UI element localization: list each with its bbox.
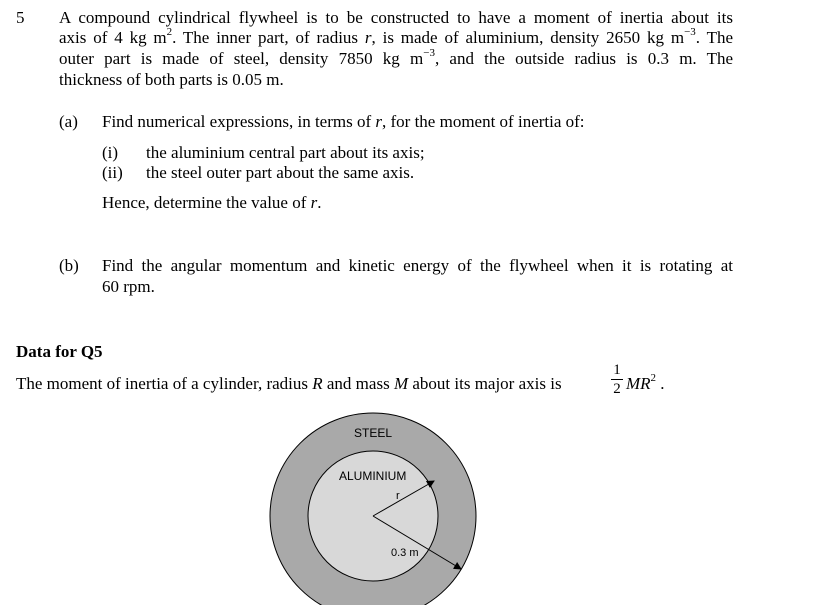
intro-line-1: A compound cylindrical flywheel is to be constructed to have a moment of inertia about its <box>59 8 733 27</box>
part-a-label: (a) <box>59 112 78 131</box>
sub-i-text: the aluminium central part about its axis; <box>146 143 425 162</box>
data-text: The moment of inertia of a cylinder, radius R and mass M about its major axis is <box>16 374 562 393</box>
intro-line-2: axis of 4 kg $m^2$. The inner part, of radius r, is made of aluminium, density 2650 kg $m^{-3}$. The <box>59 26 733 47</box>
part-a-text: Find numerical expressions, in terms of r, for the moment of inertia of: <box>102 112 585 131</box>
part-b-line-2: 60 rpm. <box>102 277 155 296</box>
aluminium-label: ALUMINIUM <box>339 469 407 483</box>
fraction-numerator: 1 <box>613 362 621 378</box>
hence-text: Hence, determine the value of r. <box>102 193 322 212</box>
question-number: 5 <box>16 8 25 27</box>
intro-line-3: outer part is made of steel, density 7850 kg $m^{-3}$, and the outside radius is 0.3 m. The <box>59 47 733 68</box>
sub-ii-text: the steel outer part about the same axis. <box>146 163 415 182</box>
intro-line-4: thickness of both parts is 0.05 m. <box>59 70 284 89</box>
fraction-denominator: 2 <box>613 381 621 397</box>
inner-radius-label: r <box>396 490 400 502</box>
part-b-label: (b) <box>59 256 79 275</box>
formula-mr2: $MR^2$ . <box>626 372 665 393</box>
outer-radius-label: 0.3 m <box>391 547 419 559</box>
data-heading: Data for Q5 <box>16 342 103 361</box>
steel-label: STEEL <box>354 426 393 440</box>
part-b-line-1: Find the angular momentum and kinetic energy of the flywheel when it is rotating at <box>102 256 733 275</box>
sub-ii-label: (ii) <box>102 163 123 182</box>
sub-i-label: (i) <box>102 143 119 162</box>
